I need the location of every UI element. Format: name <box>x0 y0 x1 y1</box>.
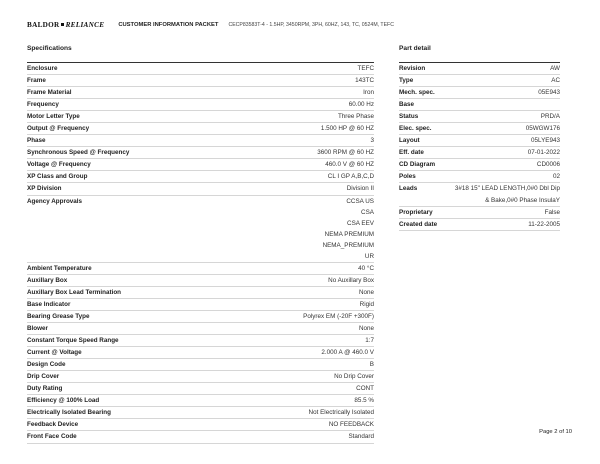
row-value: None <box>358 325 374 333</box>
row-label: Mech. spec. <box>399 89 435 97</box>
table-row <box>399 219 560 231</box>
row-value: TEFC <box>357 65 374 72</box>
row-value: No Drip Cover <box>334 373 374 381</box>
row-label: Status <box>399 113 419 121</box>
row-label: Phase <box>27 137 46 145</box>
table-row <box>27 407 374 419</box>
row-value: Polyrex EM (-20F +300F) <box>303 312 374 320</box>
table-row <box>399 135 560 147</box>
row-label: Ambient Temperature <box>27 264 92 272</box>
agency-approval: NEMA PREMIUM <box>324 230 374 238</box>
table-row <box>27 63 374 75</box>
row-label: XP Division <box>27 185 62 193</box>
row-value: 460.0 V @ 60 HZ <box>325 161 374 169</box>
table-row <box>27 75 374 87</box>
table-row <box>27 335 374 347</box>
table-row <box>27 171 374 183</box>
row-value: 3600 RPM @ 60 HZ <box>317 149 374 157</box>
table-row <box>399 147 560 159</box>
row-label: Blower <box>27 325 48 333</box>
row-label: Elec. spec. <box>399 125 432 133</box>
agency-approval: CCSA US <box>346 197 374 205</box>
row-value: 1.500 HP @ 60 HZ <box>320 125 374 133</box>
row-label: Electrically Isolated Bearing <box>27 409 111 417</box>
row-value: Division II <box>346 185 374 193</box>
row-label: Voltage @ Frequency <box>27 161 91 169</box>
row-label: Enclosure <box>27 65 58 72</box>
table-row <box>399 111 560 123</box>
row-value: 1:7 <box>365 337 374 345</box>
table-row <box>27 323 374 335</box>
row-value: Rigid <box>359 300 374 308</box>
row-label: CD Diagram <box>399 161 436 169</box>
row-value: No Auxillary Box <box>328 276 374 284</box>
row-value: 2.000 A @ 460.0 V <box>321 349 374 357</box>
table-row <box>27 183 374 195</box>
part-detail-table <box>399 62 560 231</box>
row-label: Base <box>399 101 415 109</box>
row-label: Drip Cover <box>27 373 60 381</box>
row-value <box>323 196 374 262</box>
row-label: Frame Material <box>27 89 72 97</box>
row-value: 05WGW176 <box>525 125 560 133</box>
row-value: Three Phase <box>337 113 374 121</box>
row-value: AC <box>551 77 560 85</box>
table-row <box>399 87 560 99</box>
row-label: Feedback Device <box>27 421 79 429</box>
table-row <box>27 287 374 299</box>
specifications-heading: Specifications <box>27 45 72 52</box>
table-row <box>27 111 374 123</box>
document-title: CUSTOMER INFORMATION PACKET <box>118 22 219 28</box>
row-label: Revision <box>399 65 426 72</box>
row-value: 05LYE943 <box>531 137 560 145</box>
table-row <box>27 383 374 395</box>
row-label: Design Code <box>27 361 66 369</box>
row-value: 07-01-2022 <box>527 149 560 157</box>
row-value: 02 <box>552 173 560 181</box>
row-label: Layout <box>399 137 420 145</box>
row-label: Output @ Frequency <box>27 125 90 133</box>
table-row <box>27 359 374 371</box>
row-value: Not Electrically Isolated <box>308 409 374 417</box>
table-row <box>399 63 560 75</box>
row-value: 143TC <box>355 77 374 85</box>
row-value: AW <box>550 65 560 72</box>
agency-approval: UR <box>364 252 374 260</box>
table-row <box>27 196 374 263</box>
row-label: Bearing Grease Type <box>27 312 90 320</box>
row-label: Duty Rating <box>27 385 63 393</box>
row-value: Iron <box>363 89 374 97</box>
row-value: None <box>358 288 374 296</box>
row-value: 05E943 <box>538 89 560 97</box>
table-row <box>27 263 374 275</box>
table-row <box>399 123 560 135</box>
row-label: XP Class and Group <box>27 173 88 181</box>
row-label: Proprietary <box>399 208 433 216</box>
agency-approval: NEMA_PREMIUM <box>322 241 374 249</box>
row-value: 3#18 15" LEAD LENGTH,0#0 Dbl Dip & Bake,0#0 Phase InsulaY <box>454 185 560 204</box>
row-label: Created date <box>399 220 438 228</box>
table-row <box>399 159 560 171</box>
table-row <box>399 99 560 111</box>
row-value: Standard <box>348 433 374 441</box>
table-row <box>27 159 374 171</box>
table-row <box>399 183 560 206</box>
row-label: Efficiency @ 100% Load <box>27 397 100 405</box>
row-label: Type <box>399 77 414 85</box>
row-label: Synchronous Speed @ Frequency <box>27 149 130 157</box>
row-label: Frequency <box>27 101 59 109</box>
table-row <box>27 87 374 99</box>
row-label: Agency Approvals <box>27 197 83 205</box>
row-value: PRD/A <box>540 113 560 121</box>
table-row <box>27 311 374 323</box>
row-value: CL I GP A,B,C,D <box>327 173 374 181</box>
specifications-table <box>27 62 374 444</box>
table-row <box>27 371 374 383</box>
table-row <box>27 431 374 443</box>
table-row <box>399 75 560 87</box>
row-label: Auxillary Box Lead Termination <box>27 288 122 296</box>
table-row <box>27 99 374 111</box>
row-label: Poles <box>399 173 416 181</box>
table-row <box>27 419 374 431</box>
row-label: Auxillary Box <box>27 276 68 284</box>
row-label: Eff. date <box>399 149 424 157</box>
row-value: 60.00 Hz <box>348 101 374 109</box>
table-row <box>399 207 560 219</box>
table-row <box>399 171 560 183</box>
row-label: Current @ Voltage <box>27 349 82 357</box>
page-number: Page 2 of 10 <box>539 429 572 435</box>
row-value: 11-22-2005 <box>528 220 560 228</box>
table-row <box>27 123 374 135</box>
agency-approval: CSA EEV <box>347 219 374 227</box>
row-label: Constant Torque Speed Range <box>27 337 119 345</box>
table-row <box>27 299 374 311</box>
table-row <box>27 395 374 407</box>
row-value: CD0006 <box>536 161 560 169</box>
row-value: CONT <box>356 385 374 393</box>
table-row <box>27 147 374 159</box>
row-label: Front Face Code <box>27 433 77 441</box>
table-row <box>27 347 374 359</box>
row-label: Base Indicator <box>27 300 71 308</box>
row-value: 40 °C <box>358 264 374 272</box>
row-value: 85.5 % <box>354 397 374 405</box>
row-value: B <box>369 361 374 369</box>
row-label: Leads <box>399 185 418 193</box>
row-value: False <box>544 208 560 216</box>
agency-approval: CSA <box>361 208 374 216</box>
document-reference: CECP83583T-4 - 1.5HP, 3450RPM, 3PH, 60HZ, 143, TC, 0524M, TEFC <box>228 22 394 28</box>
document-header <box>27 18 394 32</box>
part-detail-heading: Part detail <box>399 45 431 52</box>
row-value: 3 <box>370 137 374 145</box>
table-row <box>27 135 374 147</box>
row-label: Frame <box>27 77 46 85</box>
row-value: NO FEEDBACK <box>328 421 374 429</box>
row-label: Motor Letter Type <box>27 113 80 121</box>
table-row <box>27 275 374 287</box>
brand-logo: BALDOR RELIANCE <box>27 21 105 29</box>
